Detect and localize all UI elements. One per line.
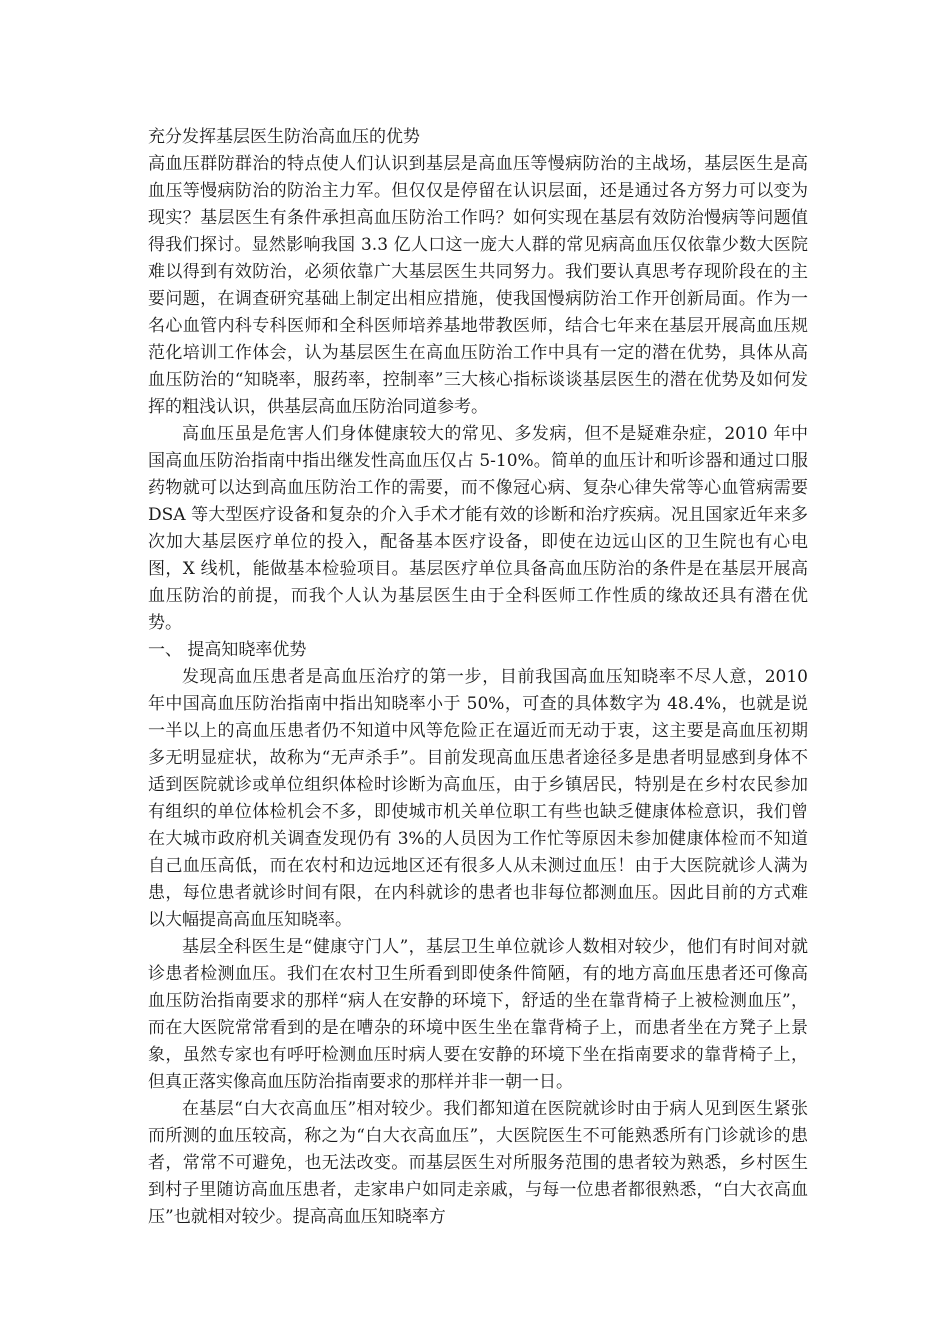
intro-paragraph: 高血压群防群治的特点使人们认识到基层是高血压等慢病防治的主战场，基层医生是高血压等慢病防治的防治主力军。但仅仅是停留在认识层面，还是通过各方努力可以变为现实？基层医生有条件承担高血压防治工作吗？如何实现在基层有效防治慢病等问题值得我们探讨。显然影响我国 3.3 亿人口这一庞大人群的常见病高血压仅依靠少数大医院难以得到有效防治，必须依靠广大基层医生共同努力。我们要认真思考存现阶段在的主要问题，在调查研究基础上制定出相应措施，使我国慢病防治工作开创新局面。作为一名心血管内科专科医师和全科医师培养基地带教医师，结合七年来在基层开展高血压规范化培训工作体会，认为基层医生在高血压防治工作中具有一定的潜在优势，具体从高血压防治的“知晓率，服药率，控制率”三大核心指标谈谈基层医生的潜在优势及如何发挥的粗浅认识，供基层高血压防治同道参考。 bbox=[148, 154, 808, 417]
section-paragraph: 基层全科医生是“健康守门人”，基层卫生单位就诊人数相对较少，他们有时间对就诊患者检测血压。我们在农村卫生所看到即使条件简陋，有的地方高血压患者还可像高血压防治指南要求的那样“病人在安静的环境下，舒适的坐在靠背椅子上被检测血压”，而在大医院常常看到的是在嘈杂的环境中医生坐在靠背椅子上，而患者坐在方凳子上景象，虽然专家也有呼吁检测血压时病人要在安静的环境下坐在指南要求的靠背椅子上，但真正落实像高血压防治指南要求的那样并非一朝一日。 bbox=[148, 937, 808, 1092]
section-heading: 一、 提高知晓率优势 bbox=[148, 640, 307, 660]
section-paragraph: 发现高血压患者是高血压治疗的第一步，目前我国高血压知晓率不尽人意，2010 年中国高血压防治指南中指出知晓率小于 50%，可查的具体数字为 48.4%，也就是说一半以上的高血压患者仍不知道中风等危险正在逼近而无动于衷，这主要是高血压初期多无明显症状，故称为“无声杀手”。目前发现高血压患者途径多是患者明显感到身体不适到医院就诊或单位组织体检时诊断为高血压，由于乡镇居民，特别是在乡村农民参加有组织的单位体检机会不多，即使城市机关单位职工有些也缺乏健康体检意识，我们曾在大城市政府机关调查发现仍有 3%的人员因为工作忙等原因未参加健康体检而不知道自己血压高低，而在农村和边远地区还有很多人从未测过血压！由于大医院就诊人满为患，每位患者就诊时间有限，在内科就诊的患者也非每位都测血压。因此目前的方式难以大幅提高高血压知晓率。 bbox=[148, 667, 808, 930]
document-title: 充分发挥基层医生防治高血压的优势 bbox=[148, 127, 420, 147]
section-paragraph: 在基层“白大衣高血压”相对较少。我们都知道在医院就诊时由于病人见到医生紧张而所测的血压较高，称之为“白大衣高血压”，大医院医生不可能熟悉所有门诊就诊的患者，常常不可避免，也无法改变。而基层医生对所服务范围的患者较为熟悉，乡村医生到村子里随访高血压患者，走家串户如同走亲戚，与每一位患者都很熟悉，“白大衣高血压”也就相对较少。提高高血压知晓率方 bbox=[148, 1099, 808, 1227]
document-page bbox=[148, 124, 808, 1231]
body-paragraph: 高血压虽是危害人们身体健康较大的常见、多发病，但不是疑难杂症，2010 年中国高血压防治指南中指出继发性高血压仅占 5-10%。简单的血压计和听诊器和通过口服药物就可以达到高血压防治工作的需要，而不像冠心病、复杂心律失常等心血管病需要 DSA 等大型医疗设备和复杂的介入手术才能有效的诊断和治疗疾病。况且国家近年来多次加大基层医疗单位的投入，配备基本医疗设备，即使在边远山区的卫生院也有心电图，X 线机，能做基本检验项目。基层医疗单位具备高血压防治的条件是在基层开展高血压防治的前提，而我个人认为基层医生由于全科医师工作性质的缘故还具有潜在优势。 bbox=[148, 424, 808, 633]
